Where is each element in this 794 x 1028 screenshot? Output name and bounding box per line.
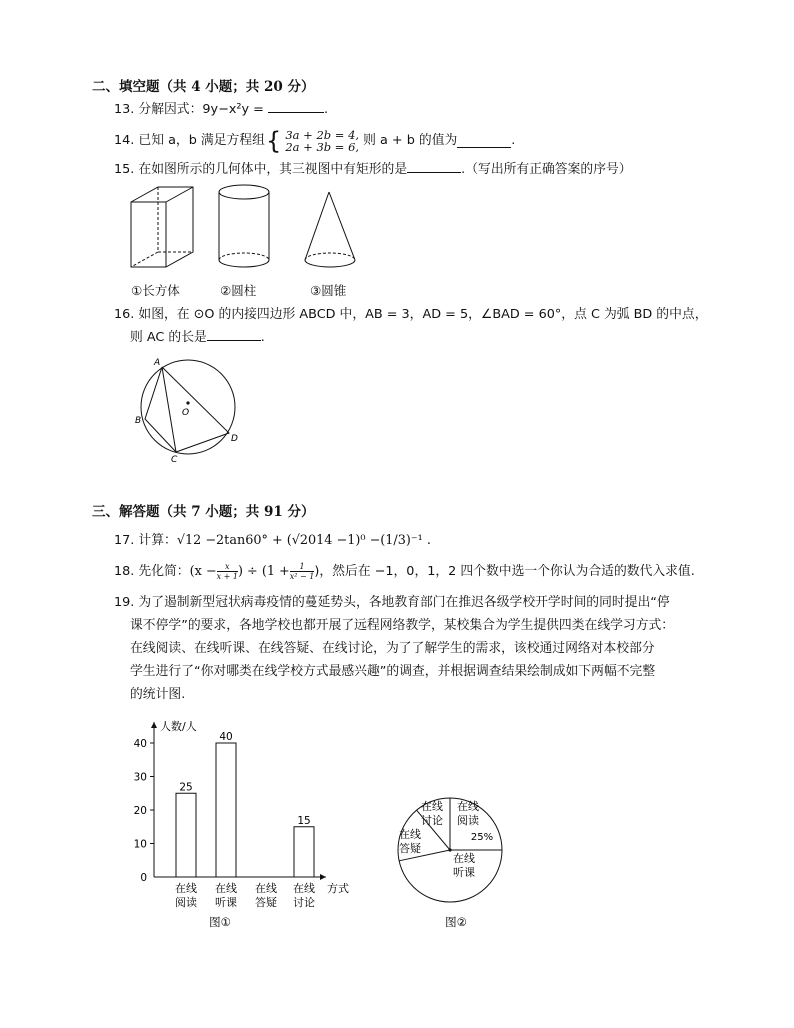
pie-slice-label: 在线 bbox=[399, 828, 421, 841]
q13-answer-blank[interactable] bbox=[268, 100, 324, 113]
question-14: 14. 已知 a，b 满足方程组 { 3a + 2b = 4, 2a + 3b = 6, 则 a + b 的值为 . bbox=[114, 127, 516, 155]
q19-line-2: 课不停学”的要求，各地学校也都开展了远程网络教学，某校集合为学生提供四类在线学习方式： bbox=[130, 618, 675, 633]
pie-slice-label: 在线 bbox=[457, 800, 479, 813]
q19-line-4: 学生进行了“你对哪类在线学校方式最感兴趣”的调查，并根据调查结果绘制成如下两幅不完整 bbox=[130, 664, 656, 679]
q16-circle-figure bbox=[132, 355, 244, 463]
point-label-c: C bbox=[171, 455, 178, 463]
q15-text: 15. 在如图所示的几何体中，其三视图中有矩形的是 bbox=[114, 162, 408, 177]
x-category-label: 听课 bbox=[215, 896, 237, 909]
x-axis-arrow bbox=[320, 874, 326, 880]
question-16-line-2: 则 AC 的长是 . bbox=[130, 330, 265, 345]
question-16-line-1: 16. 如图，在 ⊙O 的内接四边形 ABCD 中，AB = 3，AD = 5，∠BAD = 60°，点 C 为弧 BD 的中点， bbox=[114, 307, 708, 322]
q19-line-1: 19. 为了遏制新型冠状病毒疫情的蔓延势头，各地教育部门在推迟各级学校开学时间的同时提出“停 bbox=[114, 595, 670, 610]
circle-o bbox=[141, 360, 235, 454]
q15-solids-figure bbox=[120, 182, 380, 282]
pie-slice-label: 在线 bbox=[453, 852, 475, 865]
x-category-label: 讨论 bbox=[293, 896, 315, 909]
equation-2: 2a + 3b = 6, bbox=[285, 140, 360, 154]
x-category-label: 在线 bbox=[175, 882, 197, 895]
pie-slice-label: 讨论 bbox=[421, 814, 443, 827]
q14-answer-blank[interactable] bbox=[457, 135, 511, 148]
q18-pre: 18. 先化简： bbox=[114, 564, 190, 579]
cone-figure bbox=[305, 192, 355, 267]
fraction-1: $\frac{x}{x + 1}$ bbox=[216, 562, 238, 581]
x-category-label: 在线 bbox=[255, 882, 277, 895]
bar-chart-figure-1 bbox=[130, 712, 360, 932]
q17-expression: √12 −2tan60° + (√2014 −1)⁰ −(1/3)⁻¹ . bbox=[176, 533, 431, 548]
y-axis-arrow bbox=[151, 722, 157, 728]
point-label-o: O bbox=[182, 408, 190, 418]
q14-pre: 14. 已知 a，b 满足方程组 bbox=[114, 133, 265, 148]
q17-pre: 17. 计算： bbox=[114, 533, 177, 548]
fraction-2: $\frac{1}{\text{x² − 1}}$ bbox=[289, 562, 315, 581]
center-point-o bbox=[186, 401, 189, 404]
q16-answer-blank[interactable] bbox=[207, 328, 261, 341]
bar-value-label: 15 bbox=[297, 814, 311, 827]
x-axis-label: 方式 bbox=[327, 882, 349, 895]
equation-system-brace: { bbox=[265, 127, 282, 155]
label-cuboid: ①长方体 bbox=[131, 283, 180, 298]
x-category-label: 阅读 bbox=[175, 896, 197, 909]
y-tick-label: 0 bbox=[140, 872, 147, 884]
pie-slice-label: 听课 bbox=[453, 866, 475, 879]
equation-1: 3a + 2b = 4, bbox=[285, 128, 360, 142]
x-category-label: 在线 bbox=[215, 882, 237, 895]
cylinder-figure bbox=[219, 185, 269, 267]
cuboid-figure bbox=[131, 187, 193, 267]
y-tick-label: 40 bbox=[133, 738, 147, 750]
question-17 bbox=[114, 531, 431, 551]
q19-line-3: 在线阅读、在线听课、在线答疑、在线讨论，为了了解学生的需求，该校通过网络对本校部分 bbox=[130, 641, 655, 656]
q16-line2-text: 则 AC 的长是 bbox=[130, 330, 207, 345]
question-19 bbox=[114, 591, 714, 706]
label-cylinder: ②圆柱 bbox=[220, 283, 257, 298]
y-axis-label: 人数/人 bbox=[160, 720, 197, 733]
point-label-d: D bbox=[231, 434, 238, 444]
q14-post: 则 a + b 的值为 bbox=[363, 133, 458, 148]
figure-2-caption: 图② bbox=[445, 915, 467, 929]
bar-2 bbox=[216, 743, 236, 877]
pie-chart-figure-2 bbox=[392, 790, 522, 930]
question-13: 13. 分解因式：9y−x²y = . bbox=[114, 102, 329, 117]
section-2-title: 二、填空题（共 4 小题；共 20 分） bbox=[92, 79, 315, 95]
label-cone: ③圆锥 bbox=[310, 283, 347, 298]
pie-slice-label: 阅读 bbox=[457, 814, 479, 827]
x-category-label: 答疑 bbox=[255, 896, 277, 909]
bar-value-label: 25 bbox=[179, 781, 193, 794]
section-3-title: 三、解答题（共 7 小题；共 91 分） bbox=[92, 504, 315, 520]
q15-answer-blank[interactable] bbox=[407, 160, 461, 173]
pie-slice-label: 答疑 bbox=[399, 842, 421, 855]
equation-system bbox=[285, 129, 359, 153]
x-category-label: 在线 bbox=[293, 882, 315, 895]
pie-slice-label: 在线 bbox=[421, 800, 443, 813]
y-tick-label: 10 bbox=[133, 838, 147, 851]
figure-1-caption: 图① bbox=[209, 915, 231, 929]
q19-line-5: 的统计图. bbox=[130, 687, 186, 702]
question-15: 15. 在如图所示的几何体中，其三视图中有矩形的是 .（写出所有正确答案的序号） bbox=[114, 162, 632, 177]
bar-value-label: 40 bbox=[219, 731, 233, 743]
point-label-b: B bbox=[135, 416, 142, 426]
y-tick-label: 30 bbox=[133, 771, 147, 784]
point-label-a: A bbox=[154, 358, 161, 368]
pie-center bbox=[448, 848, 451, 851]
bar-1 bbox=[176, 793, 196, 877]
pie-percent-label: 25% bbox=[470, 832, 494, 843]
q13-text: 13. 分解因式：9y−x²y = bbox=[114, 102, 268, 117]
y-tick-label: 20 bbox=[133, 805, 147, 817]
bar-4 bbox=[294, 827, 314, 877]
question-18: 18. 先化简：(x − $\frac{x}{x + 1}$ ) ÷ (1 + $\frac{1}{\text{x² − 1}}$ )，然后在 −1，0，1，2 四个数中选一个你认为合适的数代入求值. bbox=[114, 562, 695, 581]
